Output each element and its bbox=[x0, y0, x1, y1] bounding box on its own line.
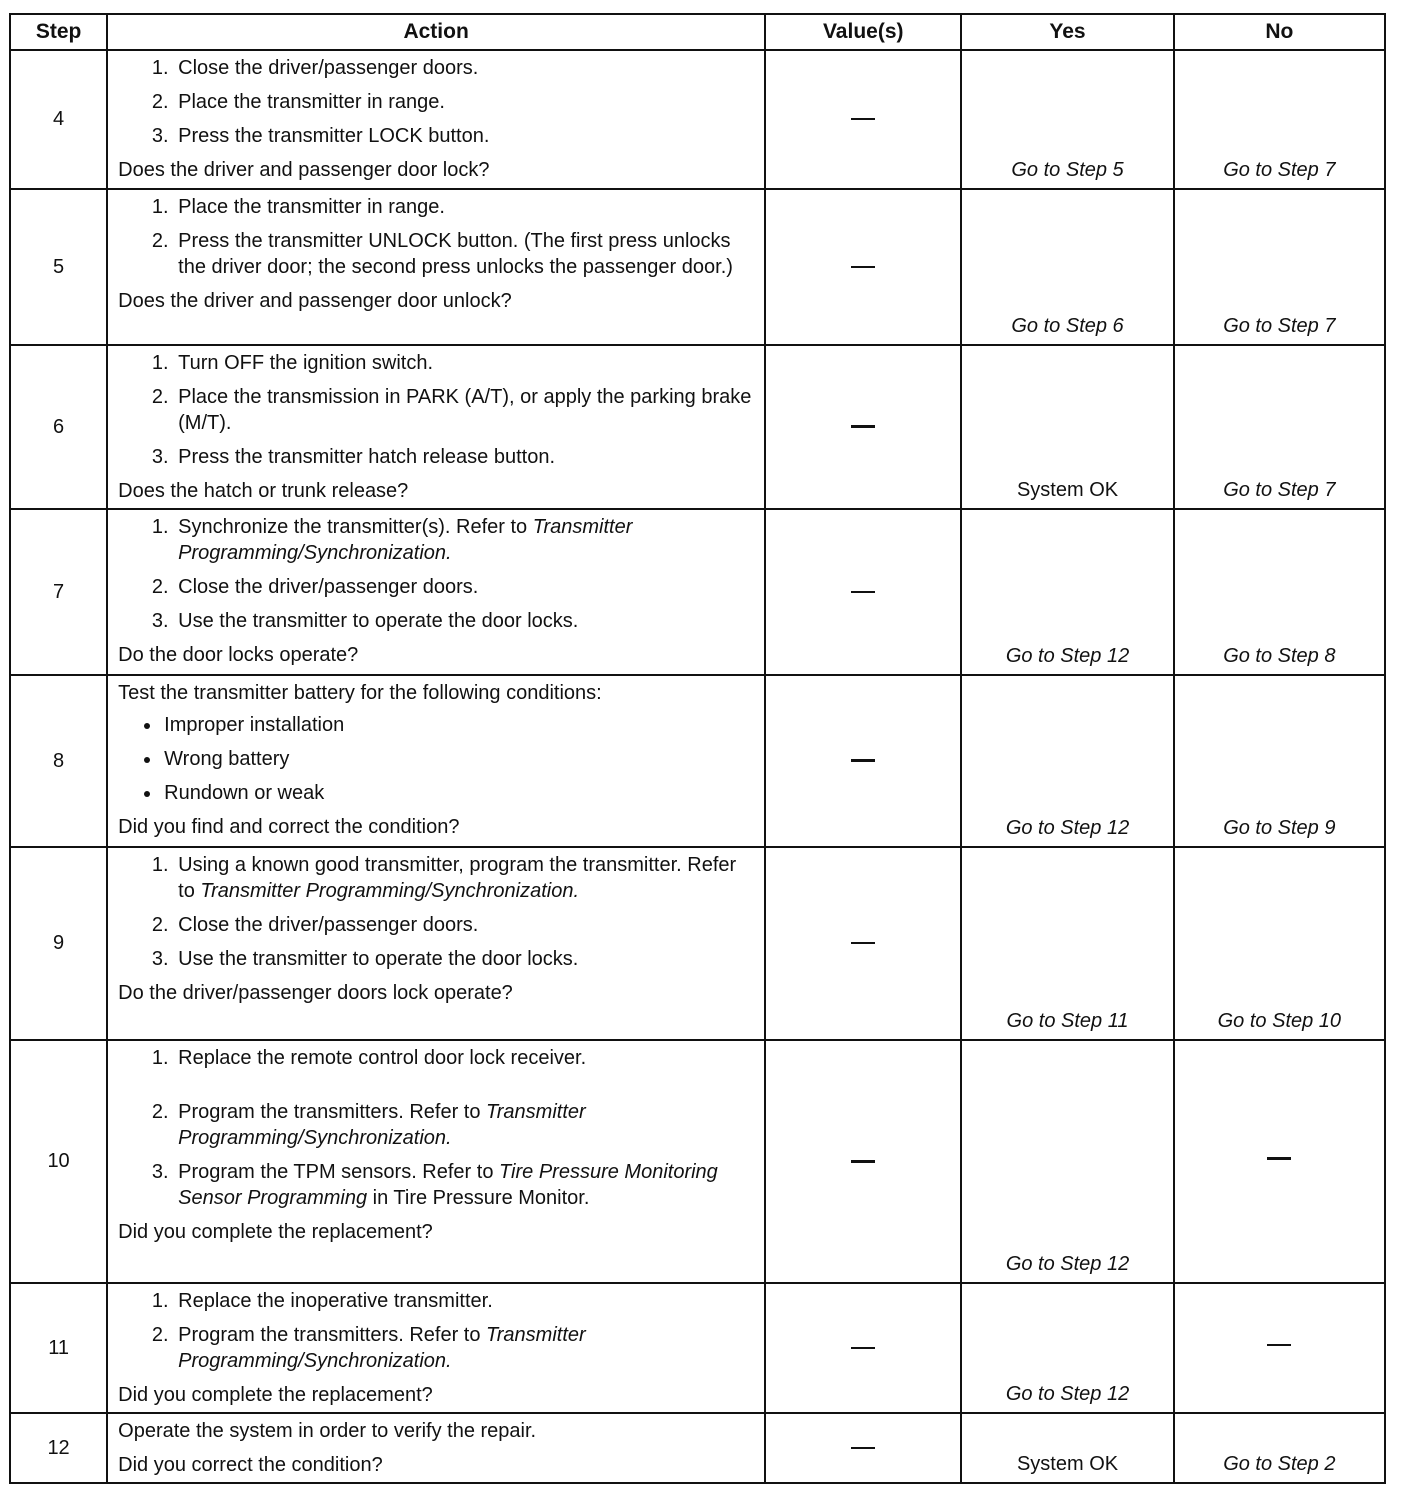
action-list bbox=[118, 1045, 756, 1211]
action-text: Using a known good transmitter, program the transmitter. Refer to bbox=[178, 854, 737, 902]
table-row-step-11 bbox=[10, 1283, 1385, 1413]
value-cell bbox=[765, 1040, 961, 1283]
condition-item: • Improper installation bbox=[162, 712, 756, 738]
yes-cell: Go to Step 12 bbox=[961, 1040, 1173, 1283]
no-cell: Go to Step 8 bbox=[1174, 509, 1385, 675]
action-question: Did you find and correct the condition? bbox=[118, 816, 460, 838]
value-dash bbox=[851, 1447, 875, 1449]
condition-item: • Rundown or weak bbox=[162, 780, 756, 806]
step-number: 10 bbox=[10, 1040, 107, 1283]
step-number: 11 bbox=[10, 1283, 107, 1413]
step-number: 7 bbox=[10, 509, 107, 675]
yes-cell: Go to Step 11 bbox=[961, 847, 1173, 1040]
action-list bbox=[118, 852, 756, 972]
action-line: Operate the system in order to verify the repair. bbox=[118, 1420, 537, 1442]
no-cell: Go to Step 10 bbox=[1174, 847, 1385, 1040]
table-row-step-10 bbox=[10, 1040, 1385, 1283]
action-question: Did you complete the replacement? bbox=[118, 1384, 433, 1406]
yes-cell: System OK bbox=[961, 1413, 1173, 1483]
yes-cell: Go to Step 12 bbox=[961, 1283, 1173, 1413]
value-dash bbox=[851, 942, 875, 944]
table-row-step-7 bbox=[10, 509, 1385, 675]
yes-cell: Go to Step 12 bbox=[961, 509, 1173, 675]
reference-link[interactable]: Transmitter Programming/Synchronization. bbox=[178, 1324, 586, 1372]
header-action: Action bbox=[107, 14, 765, 50]
action-item: 2. Close the driver/passenger doors. bbox=[174, 574, 756, 600]
action-question: Did you complete the replacement? bbox=[118, 1221, 433, 1243]
table-row-step-9 bbox=[10, 847, 1385, 1040]
action-list bbox=[118, 1288, 756, 1374]
table-row-step-6 bbox=[10, 345, 1385, 509]
no-cell: Go to Step 9 bbox=[1174, 675, 1385, 847]
action-item: 3. Use the transmitter to operate the door locks. bbox=[174, 608, 756, 634]
reference-link[interactable]: Tire Pressure Monitoring Sensor Programming bbox=[178, 1161, 718, 1209]
action-item: 3. Press the transmitter hatch release button. bbox=[174, 444, 756, 470]
no-cell: Go to Step 7 bbox=[1174, 345, 1385, 509]
yes-cell: Go to Step 6 bbox=[961, 189, 1173, 345]
no-dash bbox=[1267, 1157, 1291, 1160]
action-item bbox=[174, 514, 756, 566]
action-cell bbox=[107, 1413, 765, 1483]
action-cell bbox=[107, 1040, 765, 1283]
action-text: Program the transmitters. Refer to bbox=[178, 1101, 487, 1123]
value-dash bbox=[851, 1160, 875, 1163]
action-item: 1. Close the driver/passenger doors. bbox=[174, 55, 756, 81]
no-cell: Go to Step 7 bbox=[1174, 189, 1385, 345]
value-cell bbox=[765, 50, 961, 189]
value-cell bbox=[765, 1413, 961, 1483]
action-question: Does the driver and passenger door unlock? bbox=[118, 290, 512, 312]
action-item: 1. Place the transmitter in range. bbox=[174, 194, 756, 220]
action-text: Program the TPM sensors. Refer to bbox=[178, 1161, 499, 1183]
value-dash bbox=[851, 1347, 875, 1349]
action-item: 3. Press the transmitter LOCK button. bbox=[174, 123, 756, 149]
action-item bbox=[174, 1322, 756, 1374]
step-number: 9 bbox=[10, 847, 107, 1040]
value-cell bbox=[765, 345, 961, 509]
table-row-step-5 bbox=[10, 189, 1385, 345]
value-dash bbox=[851, 425, 875, 428]
action-text: Program the transmitters. Refer to bbox=[178, 1324, 487, 1346]
step-number: 5 bbox=[10, 189, 107, 345]
no-dash bbox=[1267, 1344, 1291, 1346]
reference-link[interactable]: Transmitter Programming/Synchronization. bbox=[178, 516, 633, 564]
step-number: 4 bbox=[10, 50, 107, 189]
yes-cell: Go to Step 5 bbox=[961, 50, 1173, 189]
diagnostic-table bbox=[9, 13, 1386, 1484]
action-list bbox=[118, 55, 756, 149]
no-cell: Go to Step 7 bbox=[1174, 50, 1385, 189]
table-row-step-12 bbox=[10, 1413, 1385, 1483]
no-cell bbox=[1174, 1283, 1385, 1413]
yes-cell: Go to Step 12 bbox=[961, 675, 1173, 847]
action-question: Do the door locks operate? bbox=[118, 644, 359, 666]
condition-item: • Wrong battery bbox=[162, 746, 756, 772]
value-dash bbox=[851, 591, 875, 593]
header-yes: Yes bbox=[961, 14, 1173, 50]
action-question: Does the driver and passenger door lock? bbox=[118, 159, 490, 181]
action-question: Do the driver/passenger doors lock operate? bbox=[118, 982, 513, 1004]
value-cell bbox=[765, 847, 961, 1040]
table-row-step-4 bbox=[10, 50, 1385, 189]
action-text: Synchronize the transmitter(s). Refer to bbox=[178, 516, 533, 538]
reference-link[interactable]: Transmitter Programming/Synchronization. bbox=[200, 880, 580, 902]
value-cell bbox=[765, 189, 961, 345]
no-cell bbox=[1174, 1040, 1385, 1283]
value-dash bbox=[851, 118, 875, 120]
action-item: 2. Close the driver/passenger doors. bbox=[174, 912, 756, 938]
action-cell bbox=[107, 675, 765, 847]
action-cell bbox=[107, 189, 765, 345]
action-cell bbox=[107, 50, 765, 189]
action-item: 2. Press the transmitter UNLOCK button. (The first press unlocks the driver door; the second press unlocks the passenger door.) bbox=[174, 228, 756, 280]
action-item: 3. Use the transmitter to operate the door locks. bbox=[174, 946, 756, 972]
action-cell bbox=[107, 345, 765, 509]
step-number: 6 bbox=[10, 345, 107, 509]
step-number: 8 bbox=[10, 675, 107, 847]
header-step: Step bbox=[10, 14, 107, 50]
action-list bbox=[118, 194, 756, 280]
action-item: 1. Replace the remote control door lock receiver. bbox=[174, 1045, 756, 1071]
yes-cell: System OK bbox=[961, 345, 1173, 509]
action-question: Does the hatch or trunk release? bbox=[118, 480, 409, 502]
action-list bbox=[118, 350, 756, 470]
action-item bbox=[174, 852, 756, 904]
value-cell bbox=[765, 1283, 961, 1413]
step-number: 12 bbox=[10, 1413, 107, 1483]
action-item: 2. Place the transmission in PARK (A/T), or apply the parking brake (M/T). bbox=[174, 384, 756, 436]
action-intro: Test the transmitter battery for the following conditions: bbox=[118, 682, 602, 704]
value-dash bbox=[851, 266, 875, 268]
header-no: No bbox=[1174, 14, 1385, 50]
action-cell bbox=[107, 847, 765, 1040]
value-dash bbox=[851, 759, 875, 762]
value-cell bbox=[765, 509, 961, 675]
reference-link[interactable]: Transmitter Programming/Synchronization. bbox=[178, 1101, 586, 1149]
value-cell bbox=[765, 675, 961, 847]
header-row bbox=[10, 14, 1385, 50]
header-values: Value(s) bbox=[765, 14, 961, 50]
no-cell: Go to Step 2 bbox=[1174, 1413, 1385, 1483]
condition-list bbox=[118, 712, 756, 806]
action-item bbox=[174, 1099, 756, 1151]
action-cell bbox=[107, 509, 765, 675]
action-item: 1. Replace the inoperative transmitter. bbox=[174, 1288, 756, 1314]
action-item: 2. Place the transmitter in range. bbox=[174, 89, 756, 115]
action-list bbox=[118, 514, 756, 634]
action-item bbox=[174, 1159, 756, 1211]
action-cell bbox=[107, 1283, 765, 1413]
action-question: Did you correct the condition? bbox=[118, 1454, 383, 1476]
table-row-step-8 bbox=[10, 675, 1385, 847]
action-item: 1. Turn OFF the ignition switch. bbox=[174, 350, 756, 376]
action-text: in Tire Pressure Monitor. bbox=[367, 1187, 590, 1209]
